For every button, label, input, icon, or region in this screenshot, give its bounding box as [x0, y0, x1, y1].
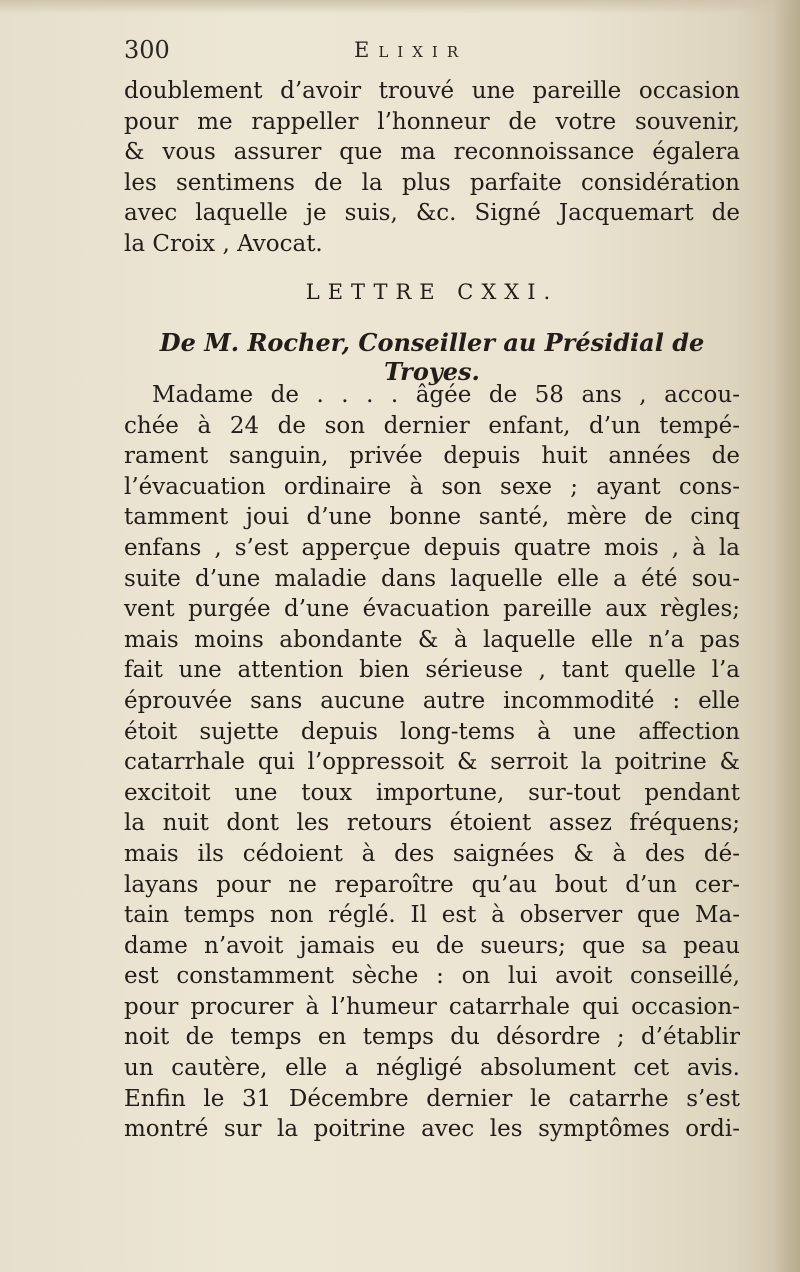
- text-line: pour procurer à l’humeur catarrhale qui occasion-: [124, 993, 740, 1020]
- text-line: la Croix , Avocat.: [124, 230, 323, 257]
- text-line: rament sanguin, privée depuis huit années de: [124, 443, 740, 470]
- text-line: suite d’une maladie dans laquelle elle a été sou-: [124, 565, 740, 592]
- text-line: un cautère, elle a négligé absolument cet avis.: [124, 1055, 740, 1082]
- text-line: chée à 24 de son dernier enfant, d’un tempé-: [124, 412, 740, 439]
- text-line: noit de temps en temps du désordre ; d’établir: [124, 1024, 740, 1051]
- text-line: est constamment sèche : on lui avoit conseillé,: [124, 963, 740, 990]
- text-line: étoit sujette depuis long-tems à une affection: [124, 718, 740, 745]
- text-line: catarrhale qui l’oppressoit & serroit la poitrine &: [124, 749, 740, 776]
- text-line: Enfin le 31 Décembre dernier le catarrhe s’est: [124, 1085, 740, 1112]
- text-line: l’évacuation ordinaire à son sexe ; ayant cons-: [124, 473, 740, 500]
- text-line: pour me rappeller l’honneur de votre souvenir,: [124, 108, 740, 135]
- page-number: 300: [124, 36, 170, 64]
- text-line: avec laquelle je suis, &c. Signé Jacquemart de: [124, 200, 740, 227]
- text-line: mais ils cédoient à des saignées & à des dé-: [124, 840, 740, 867]
- letter-heading: LETTRE CXXI.: [305, 280, 559, 304]
- text-line: tamment joui d’une bonne santé, mère de cinq: [124, 504, 740, 531]
- text-line: les sentimens de la plus parfaite considération: [124, 169, 740, 196]
- text-line: doublement d’avoir trouvé une pareille occasion: [124, 78, 740, 104]
- page-edge-shadow-top: [0, 0, 800, 14]
- running-title: Elixir: [354, 38, 468, 62]
- text-line: Madame de . . . . âgée de 58 ans , accou-: [152, 382, 740, 408]
- text-line: fait une attention bien sérieuse , tant quelle l’a: [124, 657, 740, 684]
- text-line: enfans , s’est apperçue depuis quatre mois , à la: [124, 534, 740, 561]
- text-line: dame n’avoit jamais eu de sueurs; que sa peau: [124, 932, 740, 959]
- text-line: tain temps non réglé. Il est à observer que Ma-: [124, 902, 740, 929]
- letter-body: [124, 380, 740, 1145]
- text-line: mais moins abondante & à laquelle elle n’a pas: [124, 626, 740, 653]
- page-edge-shadow-right: [774, 0, 800, 1272]
- letter-subheading: De M. Rocher, Conseiller au Présidial de Troyes.: [159, 328, 705, 386]
- text-line: éprouvée sans aucune autre incommodité : elle: [124, 687, 740, 714]
- text-line: la nuit dont les retours étoient assez fréquens;: [124, 810, 740, 837]
- text-line: & vous assurer que ma reconnoissance égalera: [124, 139, 740, 166]
- intro-paragraph: [124, 76, 740, 260]
- running-head: [124, 36, 744, 70]
- text-line: vent purgée d’une évacuation pareille aux règles;: [124, 596, 740, 623]
- text-line: layans pour ne reparoître qu’au bout d’un cer-: [124, 871, 740, 898]
- text-line: montré sur la poitrine avec les symptômes ordi-: [124, 1116, 740, 1143]
- text-line: excitoit une toux importune, sur-tout pendant: [124, 779, 740, 806]
